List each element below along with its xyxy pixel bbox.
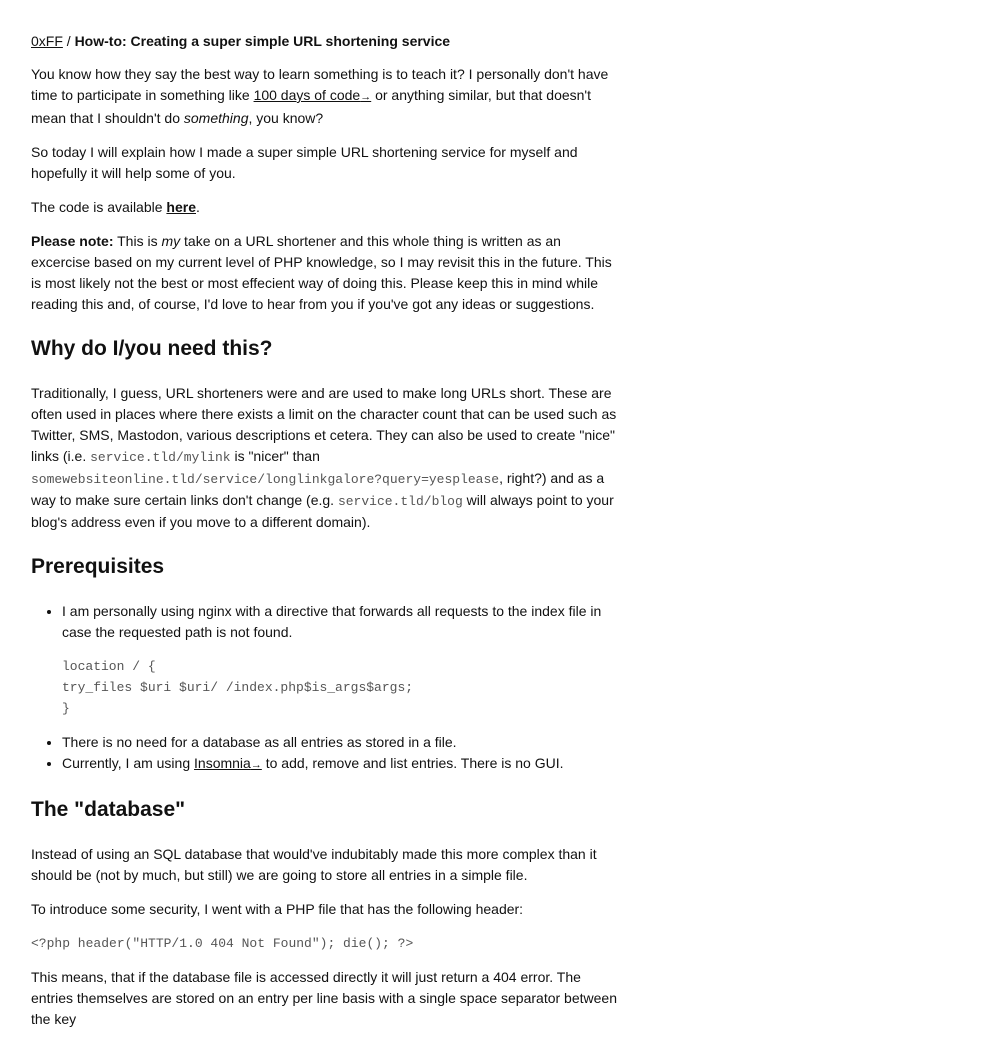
code-available-paragraph <box>31 197 621 218</box>
inline-code-mylink: service.tld/mylink <box>90 450 231 465</box>
heading-prerequisites: Prerequisites <box>31 555 165 578</box>
why-text-d: will always point to your blog's address even if you move to a different domain). <box>31 492 614 530</box>
code-here-link[interactable] <box>166 199 196 215</box>
prereq-nginx-text: • I am personally using nginx with a directive that forwards all requests to the index file in case the requested path is not found. <box>62 603 602 640</box>
why-text-a: Traditionally, I guess, URL shorteners were and are used to make long URLs short. These are often used in places where there exists a limit on the character count that can be used such as Twitter, SMS, Mastodon, various descriptions et cetera. They can also be used to create "nice" links (i.e. <box>31 385 617 464</box>
security-paragraph: To introduce some security, I went with a PHP file that has the following header: <box>31 901 524 917</box>
intro-text-b: or anything similar, but that doesn't mean that I shouldn't do <box>31 87 591 126</box>
breadcrumb-separator: / <box>62 33 75 49</box>
external-link-arrow-icon: → <box>360 91 372 103</box>
note-text-a: This is <box>113 233 162 249</box>
prereq-insomnia-text-a: Currently, I am using <box>62 755 195 771</box>
php-header-code: <?php header("HTTP/1.0 404 Not Found"); die(); ?> <box>31 936 414 951</box>
insomnia-link[interactable] <box>194 755 262 771</box>
prereq-insomnia-text-b: to add, remove and list entries. There is no GUI. <box>261 755 564 771</box>
code-available-period: . <box>196 199 200 215</box>
nginx-code-block: location / { try_files $uri $uri/ /index.php$is_args$args; } <box>62 659 414 716</box>
note-paragraph <box>31 231 621 315</box>
intro-paragraph <box>31 64 621 129</box>
intro-text-c: , you know? <box>248 110 324 126</box>
why-text-c: , right?) and as a way to make sure certain links don't change (e.g. <box>31 470 605 508</box>
inline-code-long-url: somewebsiteonline.tld/service/longlinkgalore?query=yesplease <box>31 472 500 487</box>
why-text-b: is "nicer" than <box>230 448 320 464</box>
external-link-arrow-icon: → <box>250 759 262 771</box>
breadcrumb-home-link[interactable]: 0xFF <box>31 33 63 49</box>
intro-emphasis: something <box>183 110 249 126</box>
note-label: Please note: <box>31 233 114 249</box>
heading-database: The "database" <box>31 798 186 821</box>
100-days-of-code-link[interactable] <box>254 87 372 103</box>
code-here-link-label: here <box>166 199 196 215</box>
inline-code-blog: service.tld/blog <box>337 494 463 509</box>
code-available-text: The code is available <box>31 199 167 215</box>
database-paragraph: Instead of using an SQL database that would've indubitably made this more complex than it should be (not by much, but still) we are going to store all entries in a simple file. <box>31 846 597 883</box>
article <box>31 31 621 1043</box>
entries-paragraph: This means, that if the database file is accessed directly it will just return a 404 error. The entries themselves are stored on an entry per line basis with a single space separator between the key <box>31 969 617 1027</box>
why-paragraph <box>31 383 621 533</box>
heading-why: Why do I/you need this? <box>31 337 273 360</box>
list-item <box>62 601 621 719</box>
prerequisites-list <box>31 601 621 776</box>
breadcrumb <box>31 31 621 51</box>
list-item <box>62 753 621 776</box>
intro-text-a: You know how they say the best way to learn something is to teach it? I personally don't have time to participate in something like <box>31 66 609 103</box>
100-days-of-code-link-label: 100 days of code <box>253 87 361 103</box>
list-item: • There is no need for a database as all entries as stored in a file. <box>62 732 621 753</box>
insomnia-link-label: Insomnia <box>194 755 251 771</box>
note-emphasis: my <box>161 233 181 249</box>
note-text-b: take on a URL shortener and this whole thing is written as an excercise based on my current level of PHP knowledge, so I may revisit this in the future. This is most likely not the best or most effecient way of doing this. Please keep this in mind while reading this and, of course, I'd love to hear from you if you've got any ideas or suggestions. <box>31 233 612 312</box>
purpose-paragraph: So today I will explain how I made a super simple URL shortening service for myself and hopefully it will help some of you. <box>31 144 578 181</box>
page-title: How-to: Creating a super simple URL shortening service <box>74 33 451 49</box>
